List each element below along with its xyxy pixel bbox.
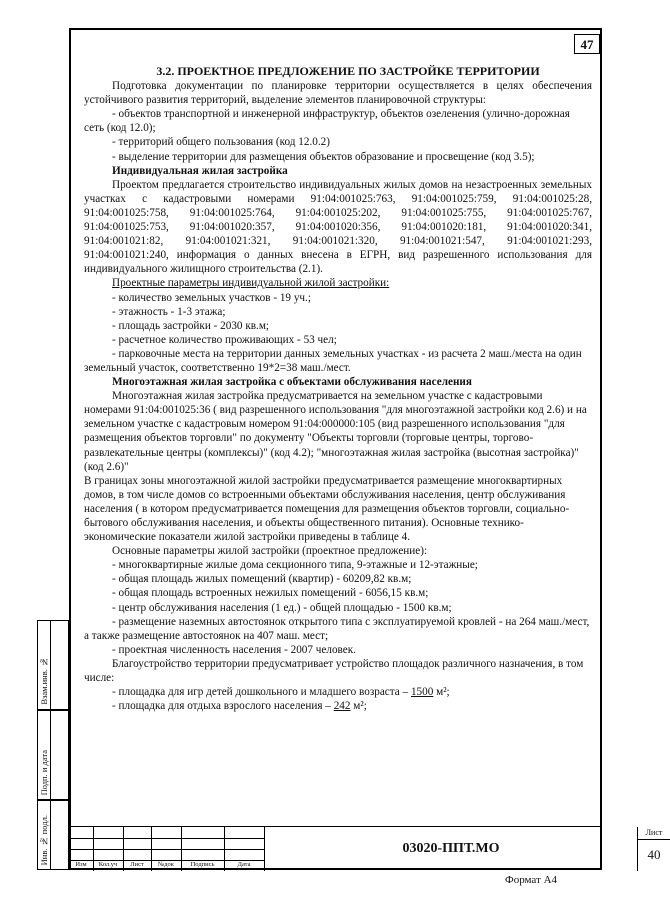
section2-heading: Многоэтажная жилая застройка с объектами обслуживания населения bbox=[112, 376, 472, 389]
section2-param: - общая площадь жилых помещений (квартир) - 60209,82 кв.м; bbox=[112, 573, 412, 586]
side-stamp-original-inv bbox=[37, 800, 69, 870]
section2-param: - центр обслуживания населения (1 ед.) - общей площадью - 1500 кв.м; bbox=[112, 601, 452, 614]
landscaping-paragraph: Благоустройство территории предусматривает устройство площадок различного назначения, в том числе: bbox=[84, 657, 584, 685]
area-value: 242 bbox=[333, 700, 351, 713]
format-label: Формат А4 bbox=[505, 874, 558, 886]
revision-grid bbox=[69, 827, 264, 871]
side-stamp-label: Взам.инв. № bbox=[39, 657, 49, 705]
side-stamp-signature-date bbox=[37, 710, 69, 800]
tb-caption: Кол.уч bbox=[98, 861, 118, 868]
section1-param: - количество земельных участков - 19 уч.; bbox=[112, 291, 311, 304]
side-stamp-label: Инв. № подл. bbox=[39, 814, 49, 865]
tb-caption: Изм bbox=[75, 861, 87, 868]
sheet-cell bbox=[637, 827, 670, 871]
section2-paragraph-1: Многоэтажная жилая застройка предусматривается на земельном участке с кадастровыми номерами 91:04:001025:36 ( вид разрешенного использования "для многоэтажной застройки код 2.6) и на земельном участке с кадастровым номером 91:04:000000:105 (вид разрешенного использования "для размещения объектов торговли" по документу "Объекты торговли (торговые центры, торгово-развлекательные центры (комплексы)" (код 4.2); "многоэтажная жилая застройка (высотная застройка)" (код 2.6)" bbox=[84, 390, 587, 473]
section1-param: - площадь застройки - 2030 кв.м; bbox=[112, 319, 270, 332]
section2-param: - проектная численность населения - 2007 человек. bbox=[112, 643, 356, 656]
landscaping-item: - площадка для отдыха взрослого населения – 242 м²; bbox=[112, 700, 367, 713]
section1-param: - расчетное количество проживающих - 53 чел; bbox=[112, 333, 337, 346]
title-block bbox=[69, 826, 663, 871]
side-stamp-label: Подп. и дата bbox=[39, 749, 49, 795]
section1-param: - этажность - 1-3 этажа; bbox=[112, 305, 226, 318]
document-code: 03020-ППТ.МО bbox=[264, 827, 637, 871]
section2-param: - многоквартирные жилые дома секционного типа, 9-этажные и 12-этажные; bbox=[112, 559, 478, 572]
sheet-label: Лист bbox=[638, 827, 670, 840]
section1-heading: Индивидуальная жилая застройка bbox=[112, 164, 288, 177]
tb-caption: Лист bbox=[130, 861, 144, 868]
intro-paragraph: Подготовка документации по планировке территории осуществляется в целях обеспечения устойчивого развития территорий, выделение элементов планировочной структуры: bbox=[84, 80, 592, 107]
area-value: 1500 bbox=[410, 686, 434, 699]
side-stamp-replaced-inv bbox=[37, 620, 69, 710]
section1-paragraph: Проектом предлагается строительство индивидуальных жилых домов на незастроенных земельных участках с кадастровыми номерами 91:04:001025:763, 91:04:001025:759, 91:04:001025:28, 91:04:001025:758, 91:04:001025:764, 91:04:001025:202, 91:04:001025:755, 91:04:001025:767, 91:04:001025:753, 91:04:001020:357, 91:04:001020:356, 91:04:001020:181, 91:04:001020:341, 91:04:001021:82, 91:04:001021:321, 91:04:001021:320, 91:04:001021:547, 91:04:001021:293, 91:04:001021:240, информация о данных внесена в ЕГРН, вид разрешенного использования для индивидуального жилищного строительства (2.1). bbox=[84, 178, 592, 276]
sheet-number: 40 bbox=[647, 847, 661, 862]
intro-item: - территорий общего пользования (код 12.0.2) bbox=[112, 136, 330, 149]
tb-caption: Подпись bbox=[190, 861, 215, 868]
section2-param: - общая площадь встроенных нежилых помещений - 6056,15 кв.м; bbox=[112, 587, 429, 600]
section1-param: - парковочные места на территории данных земельных участках - из расчета 2 маш./места на один земельный участок, соответственно 19*2=38 маш./мест. bbox=[84, 347, 582, 374]
section-title: 3.2. ПРОЕКТНОЕ ПРЕДЛОЖЕНИЕ ПО ЗАСТРОЙКЕ ТЕРРИТОРИИ bbox=[156, 64, 540, 78]
intro-item: - выделение территории для размещения объектов образование и просвещение (код 3.5); bbox=[112, 150, 535, 163]
section2-param: - размещение наземных автостоянок открытого типа с эксплуатируемой кровлей - на 264 маш./мест, а также размещение автостоянок на 407 маш. мест; bbox=[84, 615, 590, 642]
page-number: 47 bbox=[574, 34, 600, 54]
section1-params-heading: Проектные параметры индивидуальной жилой застройки: bbox=[112, 277, 390, 290]
tb-caption: Дата bbox=[237, 861, 251, 868]
tb-caption: №док bbox=[158, 861, 174, 868]
document-body bbox=[84, 64, 592, 713]
intro-item: - объектов транспортной и инженерной инфраструктур, объектов озеленения (улично-дорожная сеть (код 12.0); bbox=[84, 108, 570, 135]
section2-params-heading: Основные параметры жилой застройки (проектное предложение): bbox=[112, 545, 428, 558]
section2-paragraph-2: В границах зоны многоэтажной жилой застройки предусматривается размещение многоквартирных домов, в том числе домов со встроенными объектами обслуживания населения, центр обслуживания населения ( в котором предусматривается помещения для размещения объектов торговли, социально-бытового обслуживания населения, и объекты общественного питания). Основные технико-экономические показатели жилой застройки приведены в таблице 4. bbox=[84, 474, 570, 544]
landscaping-item: - площадка для игр детей дошкольного и младшего возраста – 1500 м²; bbox=[112, 686, 450, 699]
